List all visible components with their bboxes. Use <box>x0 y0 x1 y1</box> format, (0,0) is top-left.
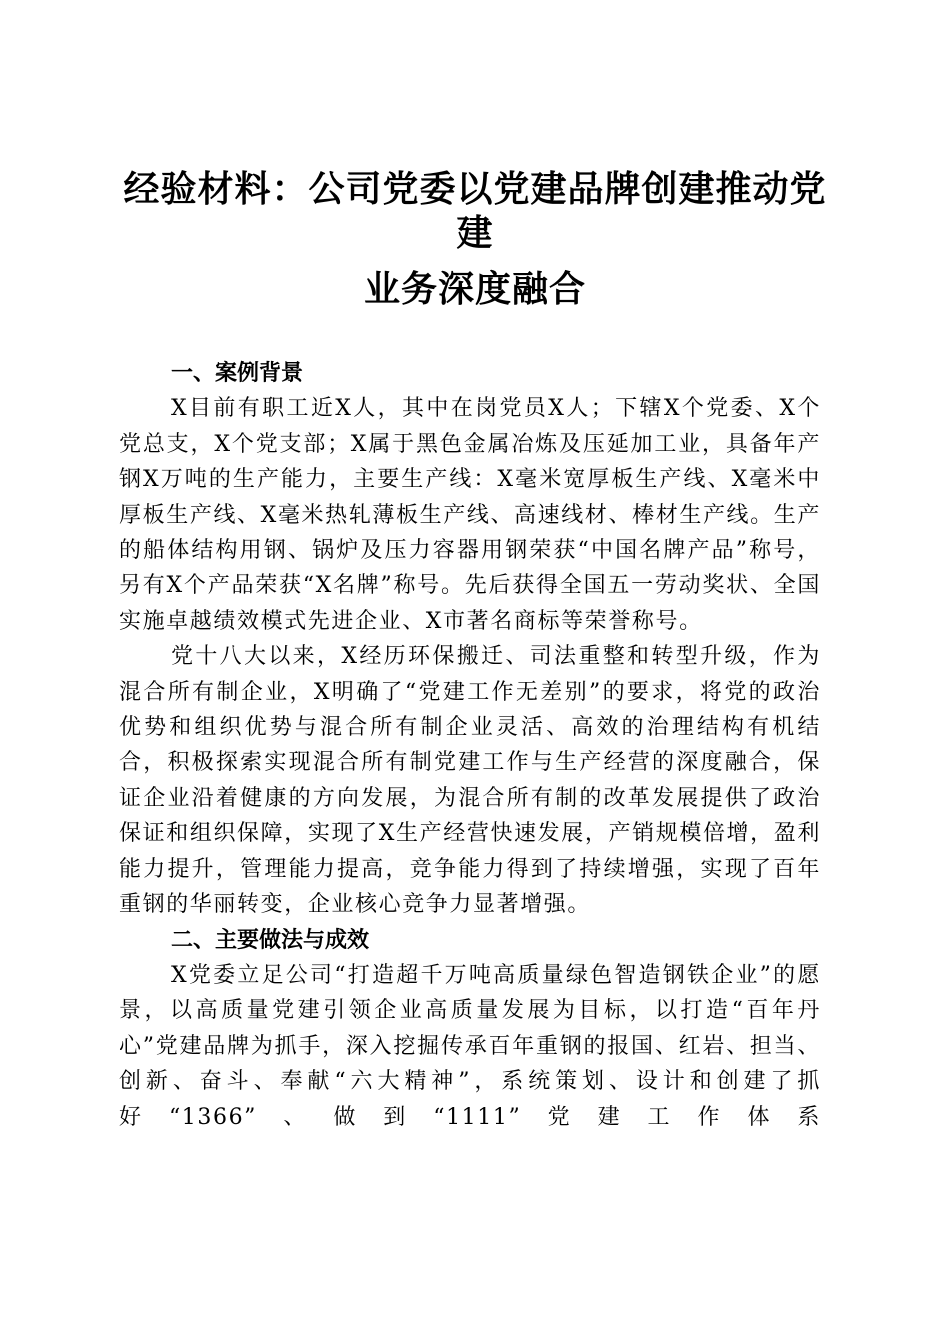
document-body <box>119 356 821 1135</box>
document-title-line-1: 经验材料：公司党委以党建品牌创建推动党建 <box>123 169 827 254</box>
section-heading-background: 一、案例背景 <box>171 361 304 386</box>
paragraph-party-brand: X党委立足公司“打造超千万吨高质量绿色智造钢铁企业”的愿景，以高质量党建引领企业高质量发展为目标，以打造“百年丹心”党建品牌为抓手，深入挖掘传承百年重钢的报国、红岩、担当、创新、奋斗、奉献“六大精神”，系统策划、设计和创建了抓好“1366”、做到“1111”党建工作体系 <box>119 962 821 1130</box>
document-title-line-2: 业务深度融合 <box>363 269 586 310</box>
paragraph-company-overview: X目前有职工近X人，其中在岗党员X人；下辖X个党委、X个党总支，X个党支部；X属于黑色金属冶炼及压延加工业，具备年产钢X万吨的生产能力，主要生产线：X毫米宽厚板生产线、X毫米中厚板生产线、X毫米热轧薄板生产线、高速线材、棒材生产线。生产的船体结构用钢、锅炉及压力容器用钢荣获“中国名牌产品”称号，另有X个产品荣获“X名牌”称号。先后获得全国五一劳动奖状、全国实施卓越绩效模式先进企业、X市著名商标等荣誉称号。 <box>119 396 821 634</box>
paragraph-reform-history: 党十八大以来，X经历环保搬迁、司法重整和转型升级，作为混合所有制企业，X明确了“党建工作无差别”的要求，将党的政治优势和组织优势与混合所有制企业灵活、高效的治理结构有机结合，积极探索实现混合所有制党建工作与生产经营的深度融合，保证企业沿着健康的方向发展，为混合所有制的改革发展提供了政治保证和组织保障，实现了X生产经营快速发展，产销规模倍增，盈利能力提升，管理能力提高，竞争能力得到了持续增强，实现了百年重钢的华丽转变，企业核心竞争力显著增强。 <box>119 644 821 918</box>
section-heading-methods: 二、主要做法与成效 <box>171 927 370 953</box>
